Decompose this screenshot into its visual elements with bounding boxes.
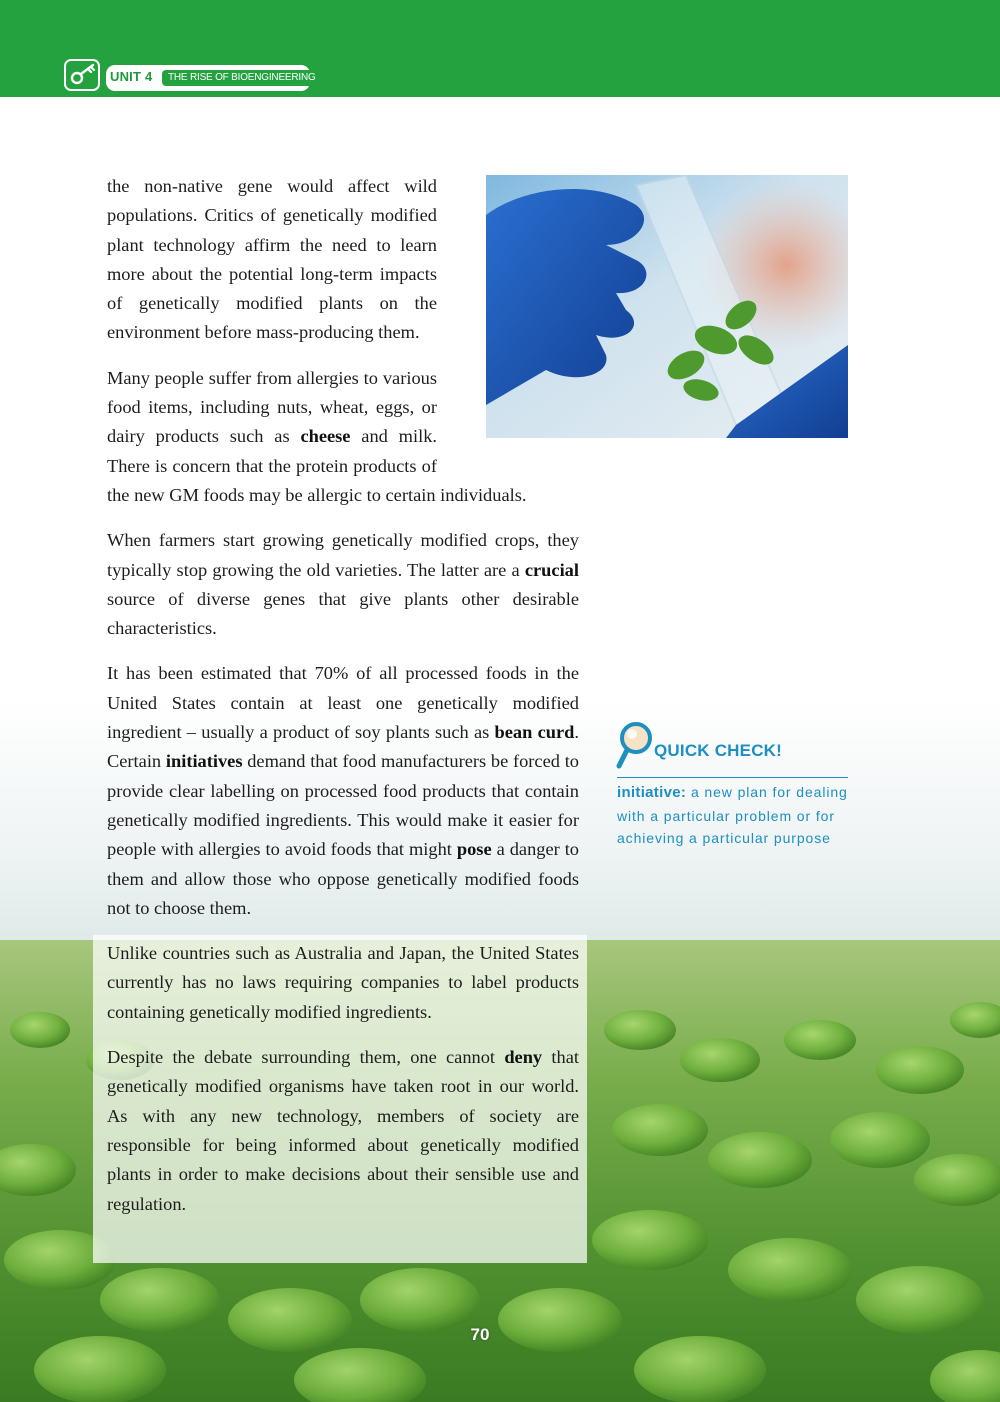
- quick-check-title: QUICK CHECK!: [654, 741, 783, 760]
- article-body: [107, 172, 579, 1235]
- quick-check-term: initiative:: [617, 784, 687, 801]
- vocab-deny: deny: [504, 1047, 543, 1068]
- unit-label: UNIT 4: [110, 69, 153, 84]
- magnifier-icon: [616, 720, 656, 772]
- image-wrap-spacer: [441, 172, 579, 480]
- paragraph: Despite the debate surrounding them, one cannot deny that genetically modified organisms have taken root in our world. As with any new technology, members of society are responsible for being informed about genetically modified plants in order to make decisions about their sensible use and regulation.: [107, 1047, 579, 1214]
- vocab-pose: pose: [456, 839, 492, 860]
- paragraph: Unlike countries such as Australia and Japan, the United States currently has no laws requiring companies to label products containing genetically modified ingredients.: [107, 943, 579, 1022]
- paragraph: the non-native gene would affect wild populations. Critics of genetically modified plant technology affirm the need to learn more about the potential long-term impacts of genetically modified plants on the environment before mass-producing them.: [107, 176, 437, 343]
- paragraph: When farmers start growing genetically modified crops, they typically stop growing the old varieties. The latter are a crucial source of diverse genes that give plants other desirable characteristics.: [107, 530, 579, 639]
- quick-check-definition: initiative: a new plan for dealing with a particular problem or for achieving a particular purpose: [617, 784, 848, 846]
- key-icon: [64, 59, 100, 91]
- header-bar: [0, 0, 1000, 97]
- unit-badge: [106, 65, 316, 91]
- vocab-crucial: crucial: [524, 559, 579, 580]
- vocab-cheese: cheese: [300, 426, 351, 447]
- vocab-initiatives: initiatives: [165, 751, 243, 772]
- quick-check-divider: [617, 777, 848, 778]
- unit-title: THE RISE OF BIOENGINEERING: [162, 70, 322, 86]
- paragraph: Many people suffer from allergies to various food items, including nuts, wheat, eggs, or dairy products such as cheese and milk. There is concern that the protein products of the new GM foods may be allergic to certain individuals.: [107, 367, 527, 505]
- vocab-bean-curd: bean curd: [494, 722, 575, 743]
- page-number: 70: [470, 1325, 490, 1344]
- paragraph: It has been estimated that 70% of all processed foods in the United States contain at least one genetically modified ingredient – usually a product of soy plants such as bean curd. Certain initiatives demand that food manufacturers be forced to provide clear labelling on processed food products that contain genetically modified ingredients. This would make it easier for people with allergies to avoid foods that might pose a danger to them and allow those who oppose genetically modified foods not to choose them.: [107, 663, 580, 918]
